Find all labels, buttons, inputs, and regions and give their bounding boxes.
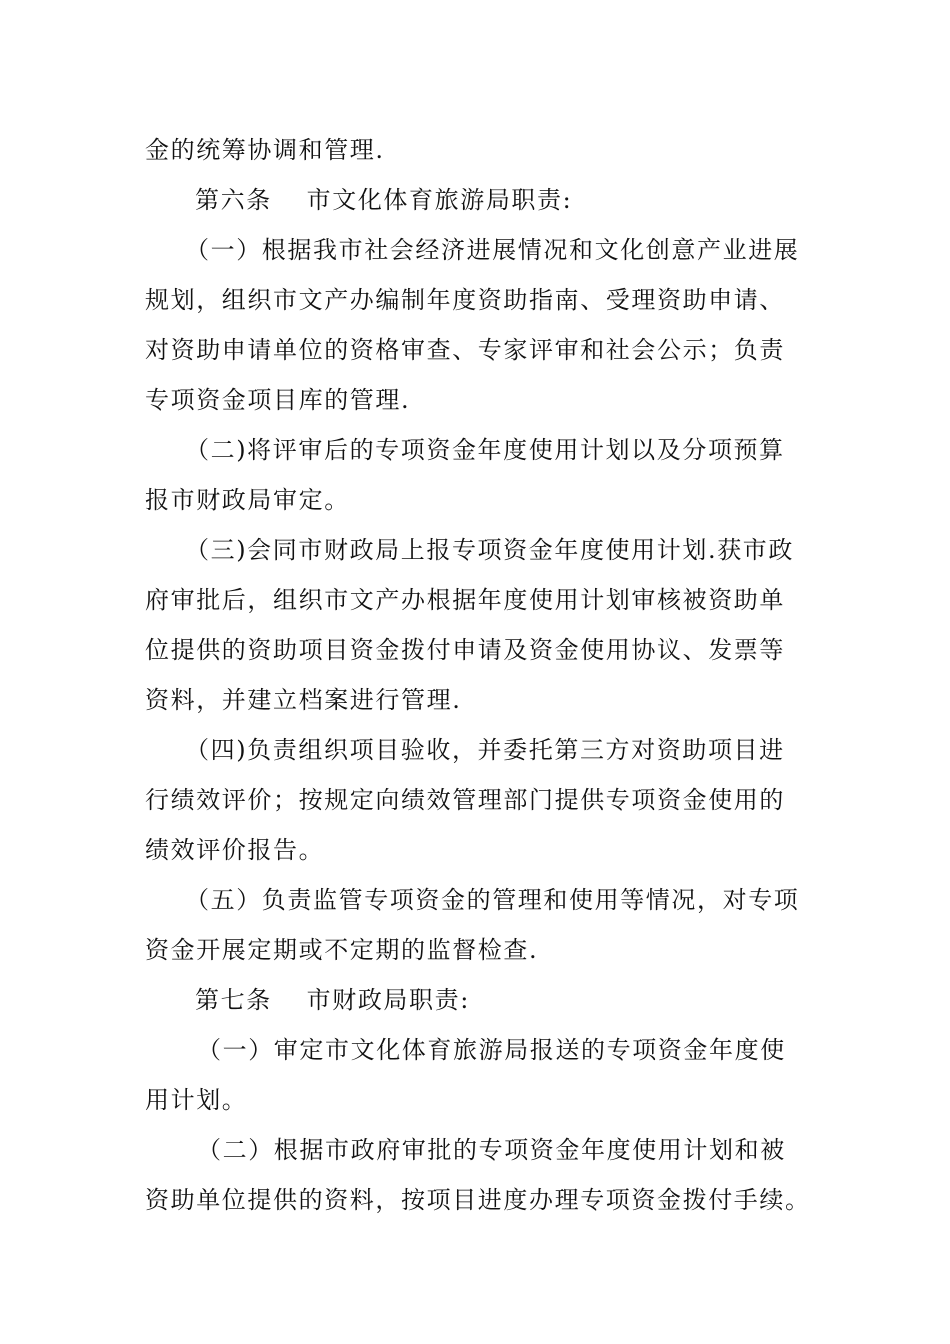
text-line: （二）根据市政府审批的专项资金年度使用计划和被 [197, 1136, 786, 1164]
text-line: 报市财政局审定。 [145, 486, 350, 514]
text-line: 资料，并建立档案进行管理. [145, 686, 462, 714]
article-heading: 第七条 市财政局职责: [195, 986, 470, 1014]
text-line: 位提供的资助项目资金拨付申请及资金使用协议、发票等 [145, 636, 785, 664]
text-line: （五）负责监管专项资金的管理和使用等情况，对专项 [185, 886, 800, 914]
text-line: 专项资金项目库的管理. [145, 386, 411, 414]
text-line: 资金开展定期或不定期的监督检查. [145, 936, 539, 964]
text-line: （二)将评审后的专项资金年度使用计划以及分项预算 [185, 436, 785, 464]
text-line: 资助单位提供的资料，按项目进度办理专项资金拨付手续。 [145, 1186, 811, 1214]
text-line: 行绩效评价；按规定向绩效管理部门提供专项资金使用的 [145, 786, 785, 814]
text-line: （一）根据我市社会经济进展情况和文化创意产业进展 [185, 236, 800, 264]
text-line: 金的统筹协调和管理. [145, 136, 385, 164]
text-line: 对资助申请单位的资格审查、专家评审和社会公示；负责 [145, 336, 785, 364]
article-heading: 第六条 市文化体育旅游局职责: [195, 186, 573, 214]
text-line: 府审批后，组织市文产办根据年度使用计划审核被资助单 [145, 586, 785, 614]
text-line: 绩效评价报告。 [145, 836, 325, 864]
text-line: （三)会同市财政局上报专项资金年度使用计划.获市政 [185, 536, 794, 564]
text-line: 用计划。 [145, 1086, 248, 1114]
text-line: （一）审定市文化体育旅游局报送的专项资金年度使 [197, 1036, 786, 1064]
text-line: （四)负责组织项目验收，并委托第三方对资助项目进 [185, 736, 785, 764]
text-line: 规划，组织市文产办编制年度资助指南、受理资助申请、 [145, 286, 785, 314]
